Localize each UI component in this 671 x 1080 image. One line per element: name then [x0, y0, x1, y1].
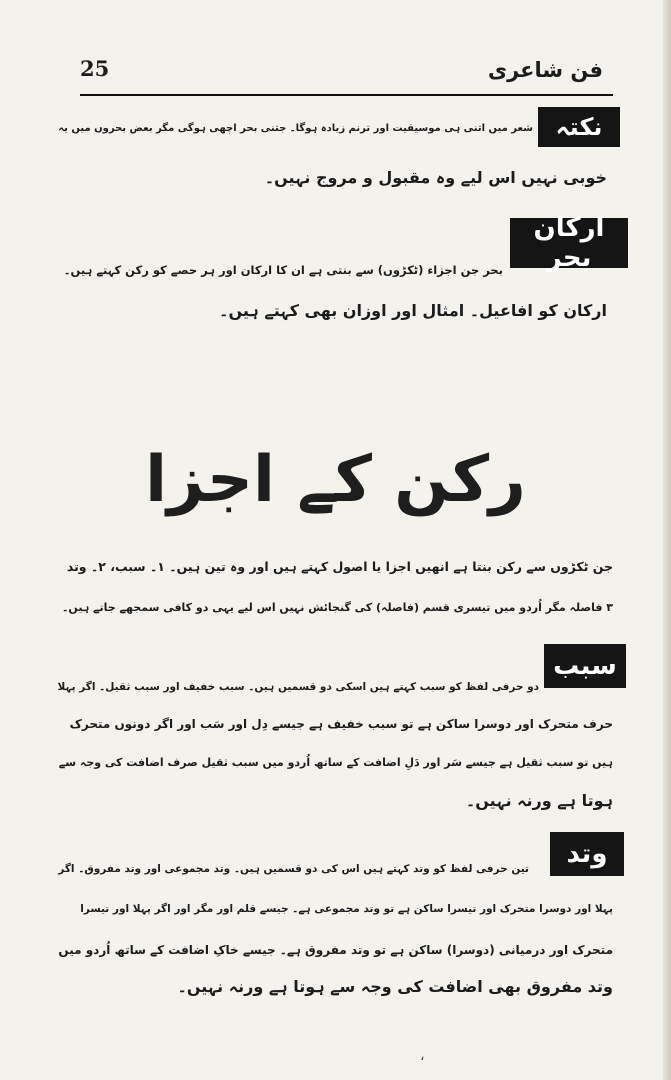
subsection-label-watad: وتد: [550, 832, 624, 876]
watad-line-1: تین حرفی لفظ کو وتد کہتے ہیں اس کی دو قسمیں ہیں۔ وتد مجموعی اور وتد مفروق۔ اگر: [58, 863, 529, 875]
watad-line-4: وتد مفروق بھی اضافت کی وجہ سے ہوتا ہے ورنہ نہیں۔: [177, 977, 613, 996]
header-rule: [80, 94, 613, 96]
sabab-line-3: ہیں تو سبب ثقیل ہے جیسے سَر اور دَلِ اضافت کے ساتھ اُردو میں سبب ثقیل صرف اضافت کی وجہ سے: [58, 756, 613, 769]
intro-line-2: ۳ فاصلہ مگر اُردو میں تیسری قسم (فاصلہ) کی گنجائش نہیں اس لیے یہی دو کافی سمجھے جاتے ہیں۔: [61, 601, 613, 614]
watad-line-2: پہلا اور دوسرا متحرک اور تیسرا ساکن ہے تو وتد مجموعی ہے۔ جیسے قلم اور مگر اور اگر پہلا اور تیسرا: [80, 903, 613, 915]
arkan-line-2: ارکان کو افاعیل۔ امثال اور اوزان بھی کہتے ہیں۔: [219, 301, 607, 320]
watad-line-3: متحرک اور درمیانی (دوسرا) ساکن ہے تو وتد مفروق ہے۔ جیسے خاکِ اضافت کے ساتھ اُردو میں: [58, 943, 613, 957]
sabab-line-2: حرف متحرک اور دوسرا ساکن ہے تو سبب خفیف ہے جیسے دِل اور سَب اور اگر دونوں متحرک: [69, 717, 613, 731]
sabab-line-4: ہوتا ہے ورنہ نہیں۔: [465, 791, 613, 810]
page-edge: [663, 0, 671, 1080]
intro-line-1: جن ٹکڑوں سے رکن بنتا ہے انھیں اجزا یا اصول کہتے ہیں اور وہ تین ہیں۔ ۱۔ سبب، ۲۔ وتد: [66, 559, 613, 574]
chapter-title: رکن کے اجزا: [145, 443, 526, 517]
stray-mark: ،: [420, 1048, 425, 1064]
nukta-line-1: شعر میں اتنی ہی موسیقیت اور ترنم زیادہ ہوگا۔ جتنی بحر اچھی ہوگی مگر بعض بحروں میں یہ: [58, 123, 533, 134]
sabab-line-1: دو حرفی لفظ کو سبب کہتے ہیں اسکی دو قسمیں ہیں۔ سبب خفیف اور سبب ثقیل۔ اگر پہلا: [57, 681, 539, 693]
nukta-line-2: خوبی نہیں اس لیے وہ مقبول و مروج نہیں۔: [264, 168, 607, 187]
section-label-arkan: ارکان بحر: [510, 218, 628, 268]
section-label-nukta: نکتہ: [538, 107, 620, 147]
page-number: 25: [80, 56, 110, 81]
running-head: فن شاعری: [487, 58, 603, 82]
subsection-label-sabab: سبب: [544, 644, 626, 688]
arkan-line-1: بحر جن اجزاء (ٹکڑوں) سے بنتی ہے ان کا ارکان اور ہر حصے کو رکن کہتے ہیں۔: [63, 263, 503, 277]
